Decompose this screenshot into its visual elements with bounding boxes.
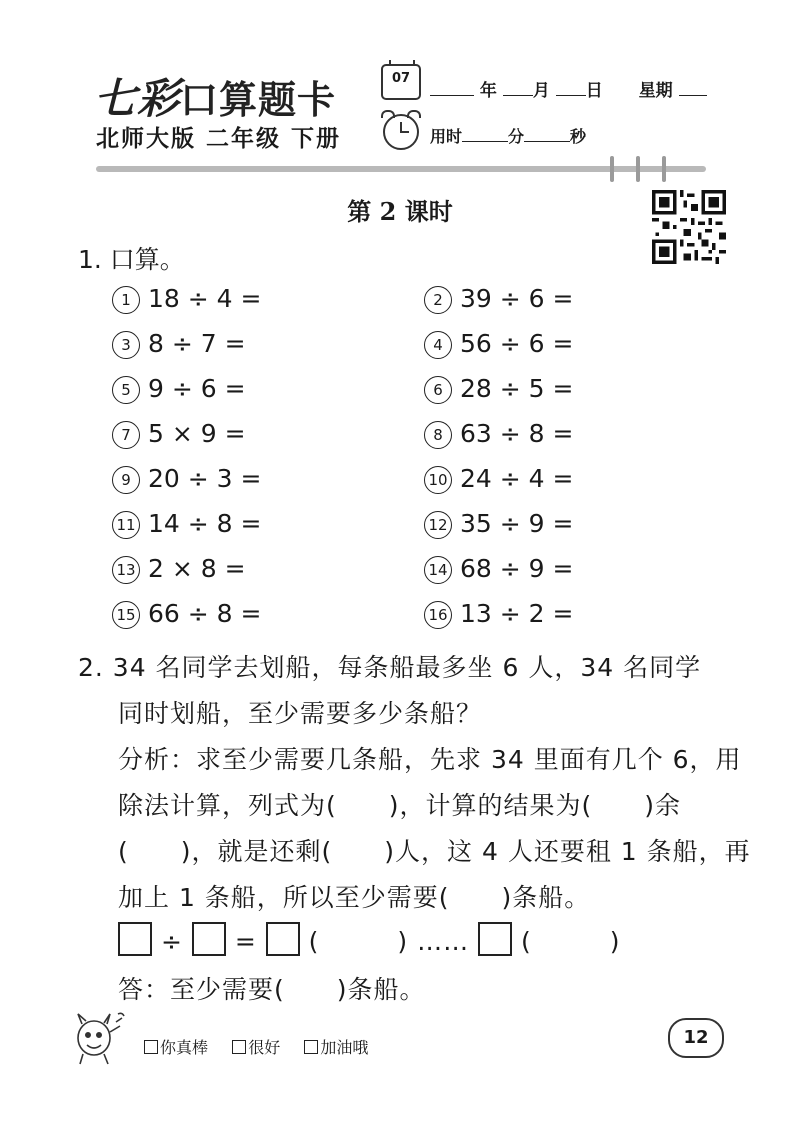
item-expression: 14 ÷ 8 = [148,509,262,538]
mental-math-item [112,329,246,359]
item-expression: 18 ÷ 4 = [148,284,262,313]
weekday-blank[interactable] [679,79,707,96]
item-number-badge: 15 [112,601,140,629]
divisor-box[interactable] [192,922,226,956]
item-expression: 20 ÷ 3 = [148,464,262,493]
item-number-badge: 2 [424,286,452,314]
q2-line: 2. 34 名同学去划船，每条船最多坐 6 人，34 名同学 [78,653,702,682]
item-expression: 2 × 8 = [148,554,246,583]
mental-math-item [424,284,573,314]
item-expression: 24 ÷ 4 = [460,464,574,493]
time-label: 用时 [430,127,463,146]
brand-logo-rest: 口算题卡 [180,77,337,122]
divider-peg [636,156,640,182]
date-fill-line [430,76,707,101]
edition-label: 北师大版 二年级 下册 [96,126,342,152]
item-number-badge: 12 [424,511,452,539]
item-number-badge: 16 [424,601,452,629]
division-formula [118,922,621,958]
quotient-unit-blank[interactable]: ( ) [308,927,409,956]
item-number-badge: 6 [424,376,452,404]
minute-blank[interactable] [462,125,508,142]
remainder-unit-blank[interactable]: ( ) [521,927,621,956]
calendar-icon [381,64,421,100]
item-expression: 13 ÷ 2 = [460,599,574,628]
check-label: 加油哦 [320,1038,369,1057]
mental-math-item [424,329,573,359]
item-number-badge: 10 [424,466,452,494]
month-blank[interactable] [503,79,533,96]
qr-code-icon[interactable] [652,190,726,264]
weekday-label: 星期 [638,81,673,101]
q1-heading: 1. 口算。 [78,245,185,274]
mental-math-item [424,464,573,494]
item-number-badge: 4 [424,331,452,359]
dividend-box[interactable] [118,922,152,956]
item-expression: 56 ÷ 6 = [460,329,574,358]
mental-math-item [424,509,573,539]
checkbox-great[interactable] [144,1040,158,1054]
minute-label: 分 [508,127,525,146]
item-expression: 39 ÷ 6 = [460,284,574,313]
mental-math-item [112,374,246,404]
item-number-badge: 8 [424,421,452,449]
item-expression: 35 ÷ 9 = [460,509,574,538]
page-number: 12 [668,1018,724,1058]
analysis-line: 加上 1 条船，所以至少需要( )条船。 [118,883,591,912]
item-number-badge: 13 [112,556,140,584]
time-fill-line [430,124,586,147]
day-label: 日 [585,81,603,101]
item-number-badge: 7 [112,421,140,449]
item-expression: 63 ÷ 8 = [460,419,574,448]
mental-math-item [112,509,261,539]
item-expression: 66 ÷ 8 = [148,599,262,628]
remainder-dots: …… [417,927,470,956]
item-number-badge: 9 [112,466,140,494]
checkbox-good[interactable] [232,1040,246,1054]
divide-sign: ÷ [160,927,183,956]
analysis-line: 除法计算，列式为( )，计算的结果为( )余 [118,791,682,820]
analysis-line: 分析：求至少需要几条船，先求 34 里面有几个 6，用 [118,745,742,774]
item-number-badge: 1 [112,286,140,314]
day-blank[interactable] [556,79,586,96]
mental-math-item [424,554,573,584]
divider-peg [662,156,666,182]
q2-line: 同时划船，至少需要多少条船？ [118,699,483,728]
check-label: 很好 [248,1038,281,1057]
year-label: 年 [479,81,497,101]
checkbox-keep-going[interactable] [304,1040,318,1054]
item-expression: 5 × 9 = [148,419,246,448]
mascot-icon [68,1008,130,1070]
calendar-day: 07 [391,71,411,86]
quotient-box[interactable] [266,922,300,956]
mental-math-item [112,464,261,494]
mental-math-item [112,554,246,584]
equals-sign: = [234,927,257,956]
analysis-line: ( )，就是还剩( )人，这 4 人还要租 1 条船，再 [118,837,751,866]
header-divider [96,166,706,172]
item-expression: 9 ÷ 6 = [148,374,246,403]
second-label: 秒 [570,127,587,146]
answer-line: 答：至少需要( )条船。 [118,975,426,1004]
brand-logo [94,66,336,126]
item-expression: 8 ÷ 7 = [148,329,246,358]
month-label: 月 [532,81,550,101]
brand-logo-first: 七彩 [94,74,181,123]
item-number-badge: 3 [112,331,140,359]
remainder-box[interactable] [478,922,512,956]
item-number-badge: 14 [424,556,452,584]
self-evaluation [144,1035,368,1058]
item-expression: 28 ÷ 5 = [460,374,574,403]
check-label: 你真棒 [160,1038,209,1057]
item-number-badge: 5 [112,376,140,404]
mental-math-item [424,419,573,449]
mental-math-item [424,599,573,629]
item-expression: 68 ÷ 9 = [460,554,574,583]
mental-math-item [112,284,261,314]
year-blank[interactable] [430,79,474,96]
lesson-title: 第 2 课时 [347,197,453,226]
mental-math-item [112,419,246,449]
mental-math-item [112,599,261,629]
divider-peg [610,156,614,182]
item-number-badge: 11 [112,511,140,539]
second-blank[interactable] [524,125,570,142]
clock-icon [383,114,419,150]
mental-math-item [424,374,573,404]
